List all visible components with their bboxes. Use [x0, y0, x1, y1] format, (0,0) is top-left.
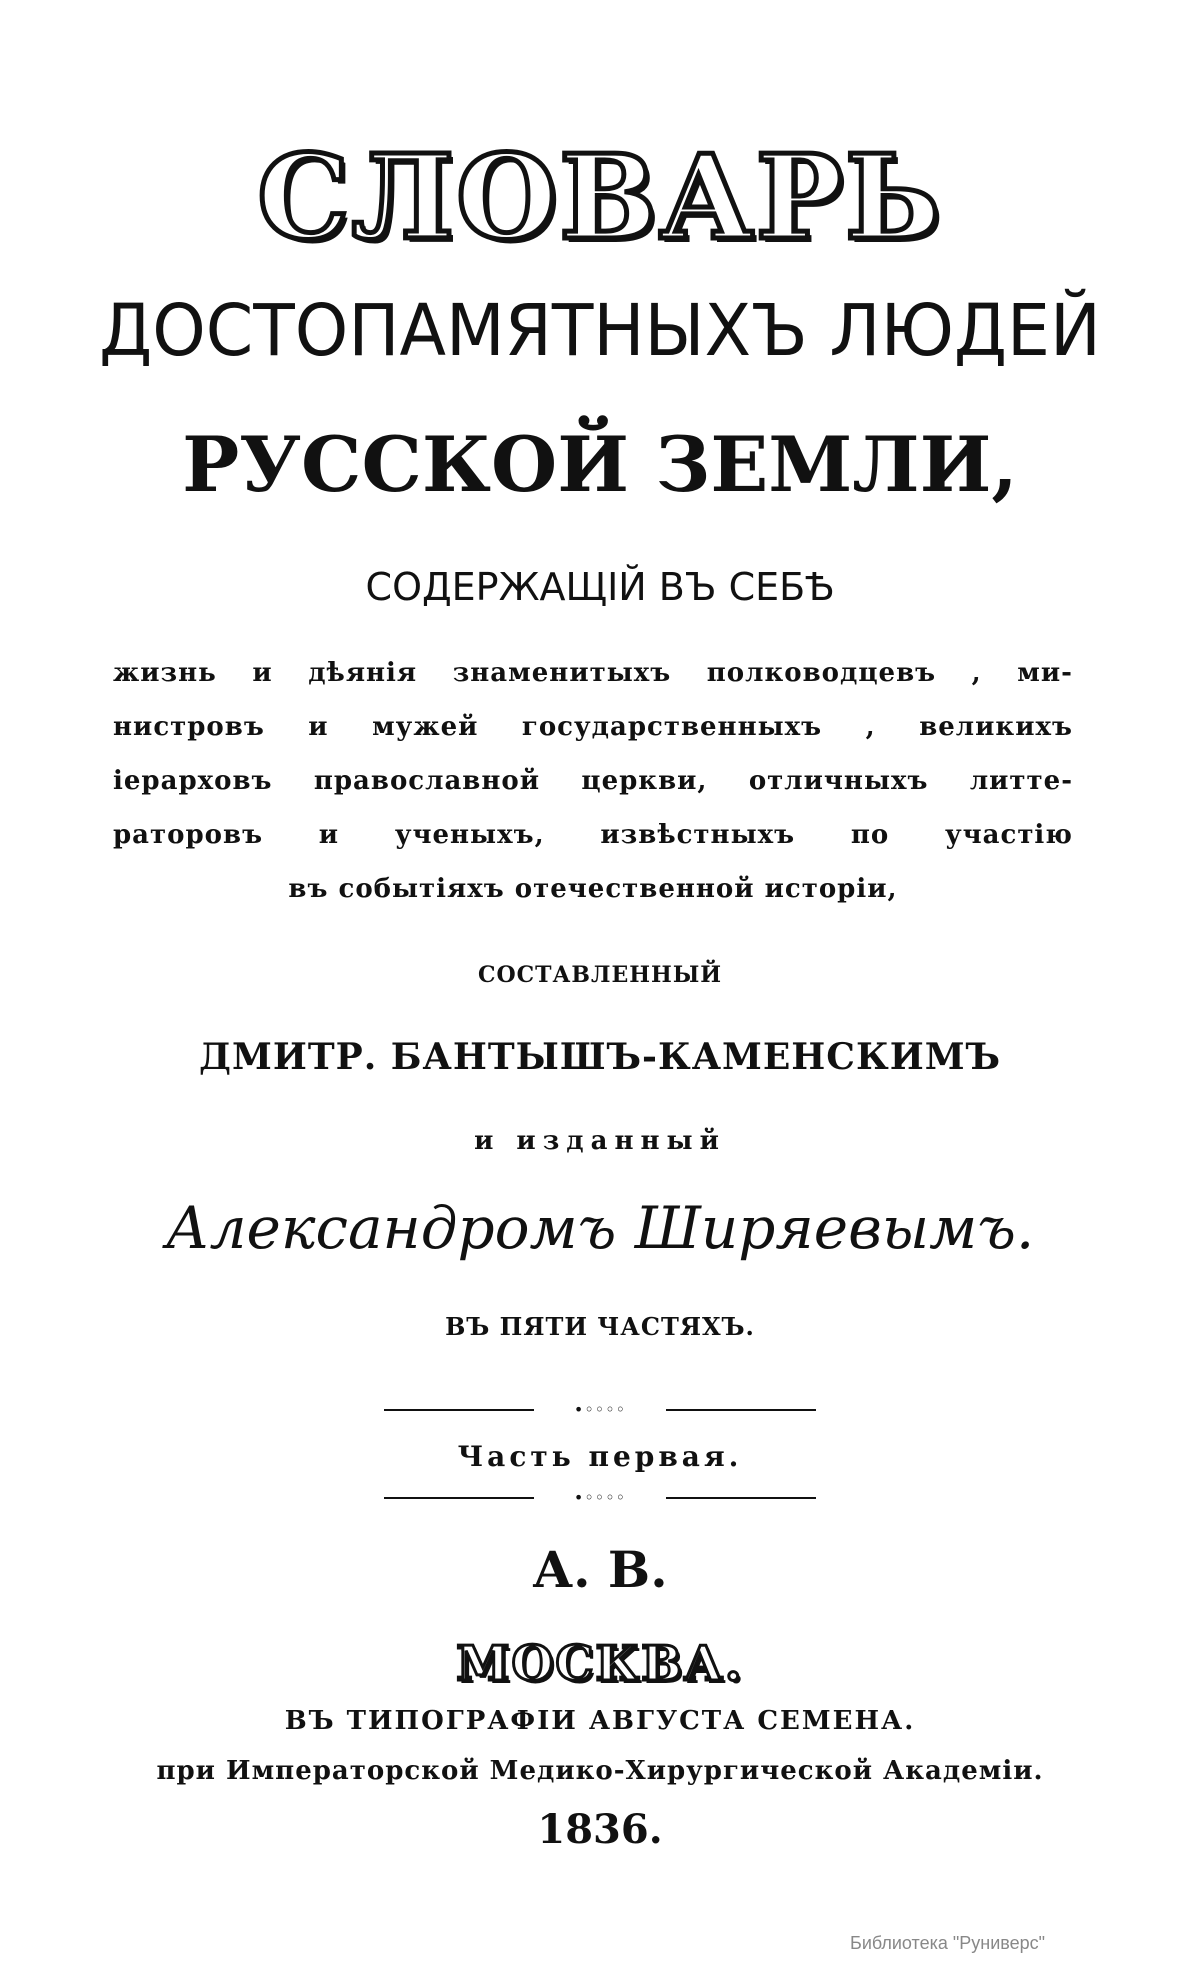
compiled-by-label: СОСТАВЛЕННЫЙ: [477, 962, 723, 988]
imprint-year: 1836.: [537, 1806, 663, 1853]
ornamental-rule-bottom: [384, 1488, 816, 1508]
description-line-2: нистровъ и мужей государственныхъ , великихъ: [113, 712, 1073, 742]
rule-bar-left: [384, 1497, 534, 1499]
rule-ornament: •◦◦◦◦: [573, 1400, 627, 1419]
volumes-note: ВЪ ПЯТИ ЧАСТЯХЪ.: [445, 1312, 755, 1341]
description-line-4: раторовъ и ученыхъ, извѣстныхъ по участію: [113, 820, 1073, 850]
rule-bar-right: [666, 1409, 816, 1411]
ornamental-rule-top: [384, 1400, 816, 1420]
library-watermark: Библиотека "Руниверс": [850, 1933, 1046, 1953]
imprint-city: МОСКВА.: [456, 1636, 744, 1692]
rule-bar-right: [666, 1497, 816, 1499]
book-title: СЛОВАРЬ: [257, 130, 943, 266]
subtitle-line-3: СОДЕРЖАЩІЙ ВЪ СЕБѢ: [365, 565, 835, 609]
publisher-name: Александромъ Ширяевымъ.: [165, 1194, 1035, 1262]
imprint-academy: при Императорской Медико-Хирургической Академіи.: [156, 1756, 1044, 1786]
part-label: Часть первая.: [457, 1440, 743, 1473]
imprint-press: ВЪ ТИПОГРАФІИ АВГУСТА СЕМЕНА.: [284, 1706, 916, 1736]
rule-bar-left: [384, 1409, 534, 1411]
subtitle-line-2: РУССКОЙ ЗЕМЛИ,: [182, 420, 1018, 509]
published-label: и изданный: [474, 1126, 726, 1156]
author-name: ДМИТР. БАНТЫШЪ-КАМЕНСКИМЪ: [198, 1036, 1002, 1078]
description-line-3: іерарховъ православной церкви, отличныхъ литте-: [113, 766, 1073, 796]
description-line-1: жизнь и дѣянія знаменитыхъ полководцевъ , ми-: [113, 658, 1073, 688]
subtitle-line-1: ДОСТОПАМЯТНЫХЪ ЛЮДЕЙ: [99, 290, 1101, 373]
description-line-5: въ событіяхъ отечественной исторіи,: [288, 874, 898, 904]
volume-letters: А. В.: [532, 1540, 668, 1599]
rule-ornament: •◦◦◦◦: [573, 1488, 627, 1507]
